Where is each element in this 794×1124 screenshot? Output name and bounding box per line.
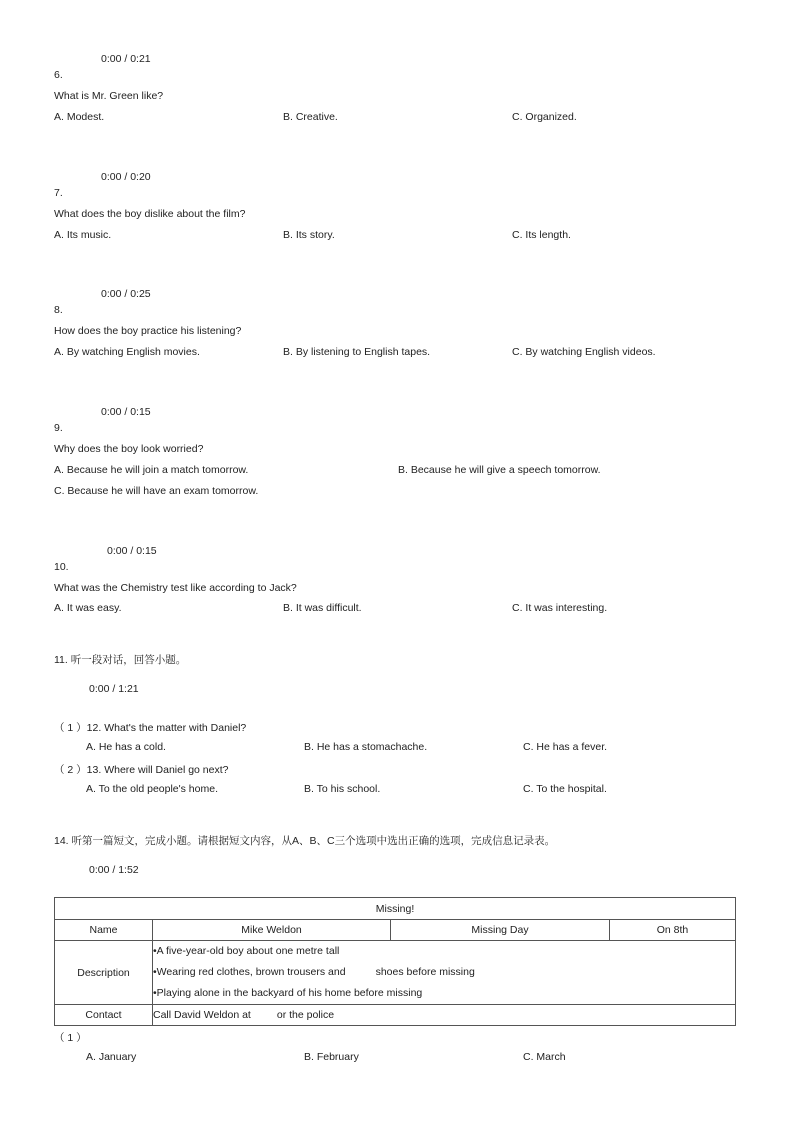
audio-player-time[interactable]: 0:00 / 0:25 xyxy=(101,288,151,300)
audio-player-time[interactable]: 0:00 / 0:20 xyxy=(101,171,151,183)
option-a: A. To the old people's home. xyxy=(86,783,218,795)
description-label: Description xyxy=(55,941,153,1005)
missing-info-table xyxy=(54,897,736,1026)
option-a: A. He has a cold. xyxy=(86,741,166,753)
sub-question-label: （ 1 ） xyxy=(54,1032,87,1044)
description-line xyxy=(153,962,735,983)
option-b: B. He has a stomachache. xyxy=(304,741,428,753)
table-title: Missing! xyxy=(55,898,736,920)
option-c: C. By watching English videos. xyxy=(512,346,656,358)
option-c: C. Its length. xyxy=(512,229,571,241)
audio-player-time[interactable]: 0:00 / 1:21 xyxy=(89,683,139,695)
missing-day-value: On 8th xyxy=(610,920,736,941)
option-c: C. He has a fever. xyxy=(523,741,608,753)
description-text: •Wearing red clothes, brown trousers and xyxy=(153,966,346,978)
question-number: 10. xyxy=(54,561,69,573)
option-b: B. Its story. xyxy=(283,229,335,241)
missing-day-label: Missing Day xyxy=(391,920,610,941)
audio-player-time[interactable]: 0:00 / 0:21 xyxy=(101,53,151,65)
question-number: 6. xyxy=(54,69,63,81)
audio-player-time[interactable]: 0:00 / 0:15 xyxy=(101,406,151,418)
contact-label: Contact xyxy=(55,1005,153,1026)
option-a: A. It was easy. xyxy=(54,602,122,614)
name-value: Mike Weldon xyxy=(153,920,391,941)
option-a: A. By watching English movies. xyxy=(54,346,200,358)
contact-cell xyxy=(153,1005,736,1026)
option-c: C. To the hospital. xyxy=(523,783,607,795)
sub-question-label: （ 2 ）13. Where will Daniel go next? xyxy=(54,764,229,776)
question-text: What does the boy dislike about the film? xyxy=(54,208,246,220)
option-c: C. Organized. xyxy=(512,111,577,123)
option-a: A. Its music. xyxy=(54,229,112,241)
description-line: •Playing alone in the backyard of his home before missing xyxy=(153,987,423,999)
section-header: 11. 听一段对话，回答小题。 xyxy=(54,654,187,666)
question-number: 7. xyxy=(54,187,63,199)
option-c: C. Because he will have an exam tomorrow. xyxy=(54,485,259,497)
option-b: B. To his school. xyxy=(304,783,381,795)
option-c: C. It was interesting. xyxy=(512,602,608,614)
question-text: Why does the boy look worried? xyxy=(54,443,204,455)
question-text: What was the Chemistry test like according to Jack? xyxy=(54,582,297,594)
audio-player-time[interactable]: 0:00 / 1:52 xyxy=(89,864,139,876)
description-line: •A five-year-old boy about one metre tall xyxy=(153,945,340,957)
option-b: B. By listening to English tapes. xyxy=(283,346,431,358)
option-a: A. Because he will join a match tomorrow. xyxy=(54,464,249,476)
option-a: A. January xyxy=(86,1051,137,1063)
contact-text: or the police xyxy=(276,1009,335,1021)
audio-player-time[interactable]: 0:00 / 0:15 xyxy=(107,545,157,557)
option-b: B. Creative. xyxy=(283,111,338,123)
description-text: shoes before missing xyxy=(375,966,475,978)
option-b: B. February xyxy=(304,1051,359,1063)
contact-text: Call David Weldon at xyxy=(153,1009,251,1021)
option-c: C. March xyxy=(523,1051,566,1063)
question-number: 9. xyxy=(54,422,63,434)
question-number: 8. xyxy=(54,304,63,316)
sub-question-label: （ 1 ）12. What's the matter with Daniel? xyxy=(54,722,247,734)
question-text: What is Mr. Green like? xyxy=(54,90,164,102)
option-b: B. Because he will give a speech tomorrow. xyxy=(398,464,601,476)
name-label: Name xyxy=(55,920,153,941)
option-a: A. Modest. xyxy=(54,111,105,123)
question-text: How does the boy practice his listening? xyxy=(54,325,242,337)
section-header: 14. 听第一篇短文，完成小题。请根据短文内容，从A、B、C三个选项中选出正确的选项，完成信息记录表。 xyxy=(54,835,556,847)
option-b: B. It was difficult. xyxy=(283,602,362,614)
description-cell xyxy=(153,941,736,1005)
